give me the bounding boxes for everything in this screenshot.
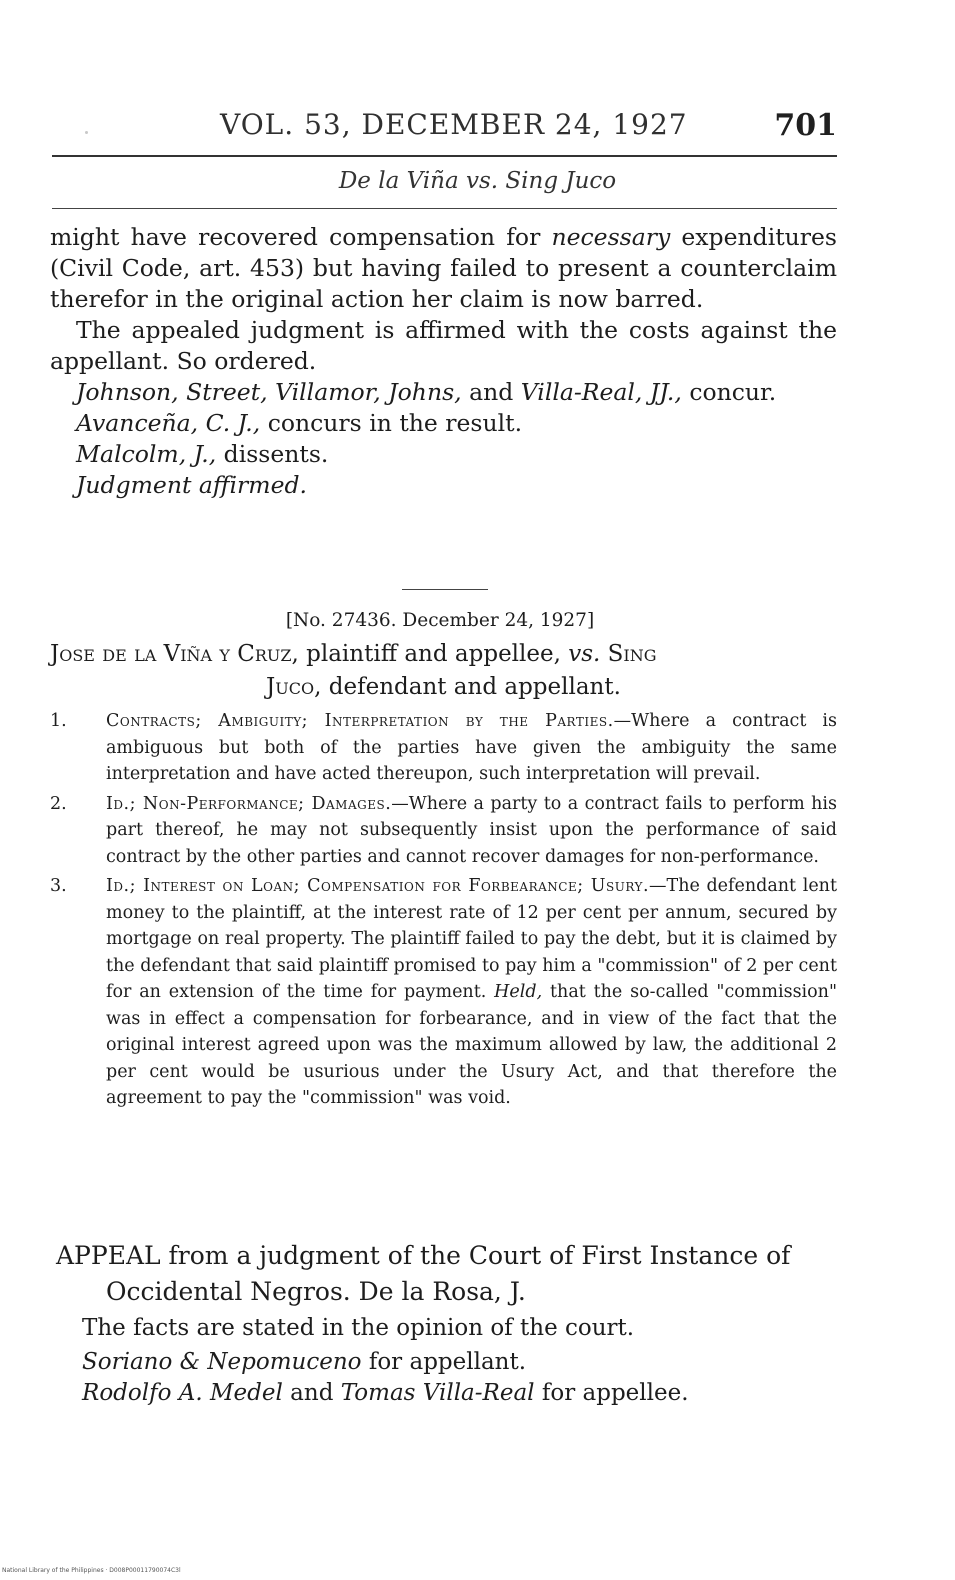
syllabus-item: 1. Contracts; Ambiguity; Interpretation by the Parties.—Where a contract is ambiguous but both of the parties have given the ambiguity the same interpretation and have acted thereupon, such interpretation will prevail.	[50, 711, 838, 784]
syllabus	[50, 708, 837, 1115]
syllabus-item: 3. Id.; Interest on Loan; Compensation for Forbearance; Usury.—The defendant lent money to the plaintiff, at the interest rate of 12 per cent per annum, secured by mortgage on real property. The plaintiff failed to pay the debt, but it is claimed by the defendant that said plaintiff promised to pay him a "commission" of 2 per cent for an extension of the time for payment. Held, that the so-called "commission" was in effect a compensation for forbearance, and in view of the fact that the original interest agreed upon was the maximum allowed by law, the additional 2 per cent would be usurious under the Usury Act, and that therefore the agreement to pay the "commission" was void.	[50, 876, 838, 1108]
emphasis-necessary: necessary	[551, 223, 671, 251]
avancena-line: Avanceña, C. J., concurs in the result.	[76, 409, 523, 437]
running-head	[0, 108, 955, 148]
docket-number: [No. 27436. December 24, 1927]	[285, 610, 595, 631]
appeal-statement: APPEAL from a judgment of the Court of First Instance of Occidental Negros. De la Rosa, J.	[56, 1241, 791, 1306]
counsel-appellant: Soriano & Nepomuceno for appellant.	[82, 1349, 527, 1375]
header-rule	[52, 155, 837, 157]
syllabus-item: 2. Id.; Non-Performance; Damages.—Where a party to a contract fails to perform his part thereof, he may not subsequently insist upon the performance of said contract by the other parties and cannot recover damages for non-performance.	[50, 793, 837, 867]
archive-footer: National Library of the Philippines · D008P00011790074C3l	[2, 1567, 181, 1574]
volume-line: VOL. 53, DECEMBER 24, 1927	[220, 108, 688, 141]
running-case-title: De la Viña vs. Sing Juco	[338, 168, 617, 194]
page-number: 701	[774, 108, 837, 143]
facts-line: The facts are stated in the opinion of the court.	[82, 1315, 635, 1341]
paragraph-affirmed: The appealed judgment is affirmed with the costs against the appellant. So ordered.	[50, 316, 837, 375]
paragraph-counterclaim: might have recovered compensation for necessary expenditures (Civil Code, art. 453) but having failed to present a counterclaim therefor in the original action her claim is now barred.	[50, 223, 837, 313]
header-rule-lower	[52, 208, 837, 209]
prior-case-text	[50, 222, 837, 501]
counsel-appellee: Rodolfo A. Medel and Tomas Villa-Real for appellee.	[82, 1380, 689, 1406]
concurrence-line: Johnson, Street, Villamor, Johns, and Villa-Real, JJ., concur.	[76, 378, 777, 406]
case-separator	[402, 589, 488, 590]
malcolm-line: Malcolm, J., dissents.	[76, 440, 329, 468]
disposition: Judgment affirmed.	[76, 471, 307, 499]
case-parties: Jose de la Viña y Cruz, plaintiff and appellee, vs. Sing Juco, defendant and appellant.	[50, 641, 657, 700]
